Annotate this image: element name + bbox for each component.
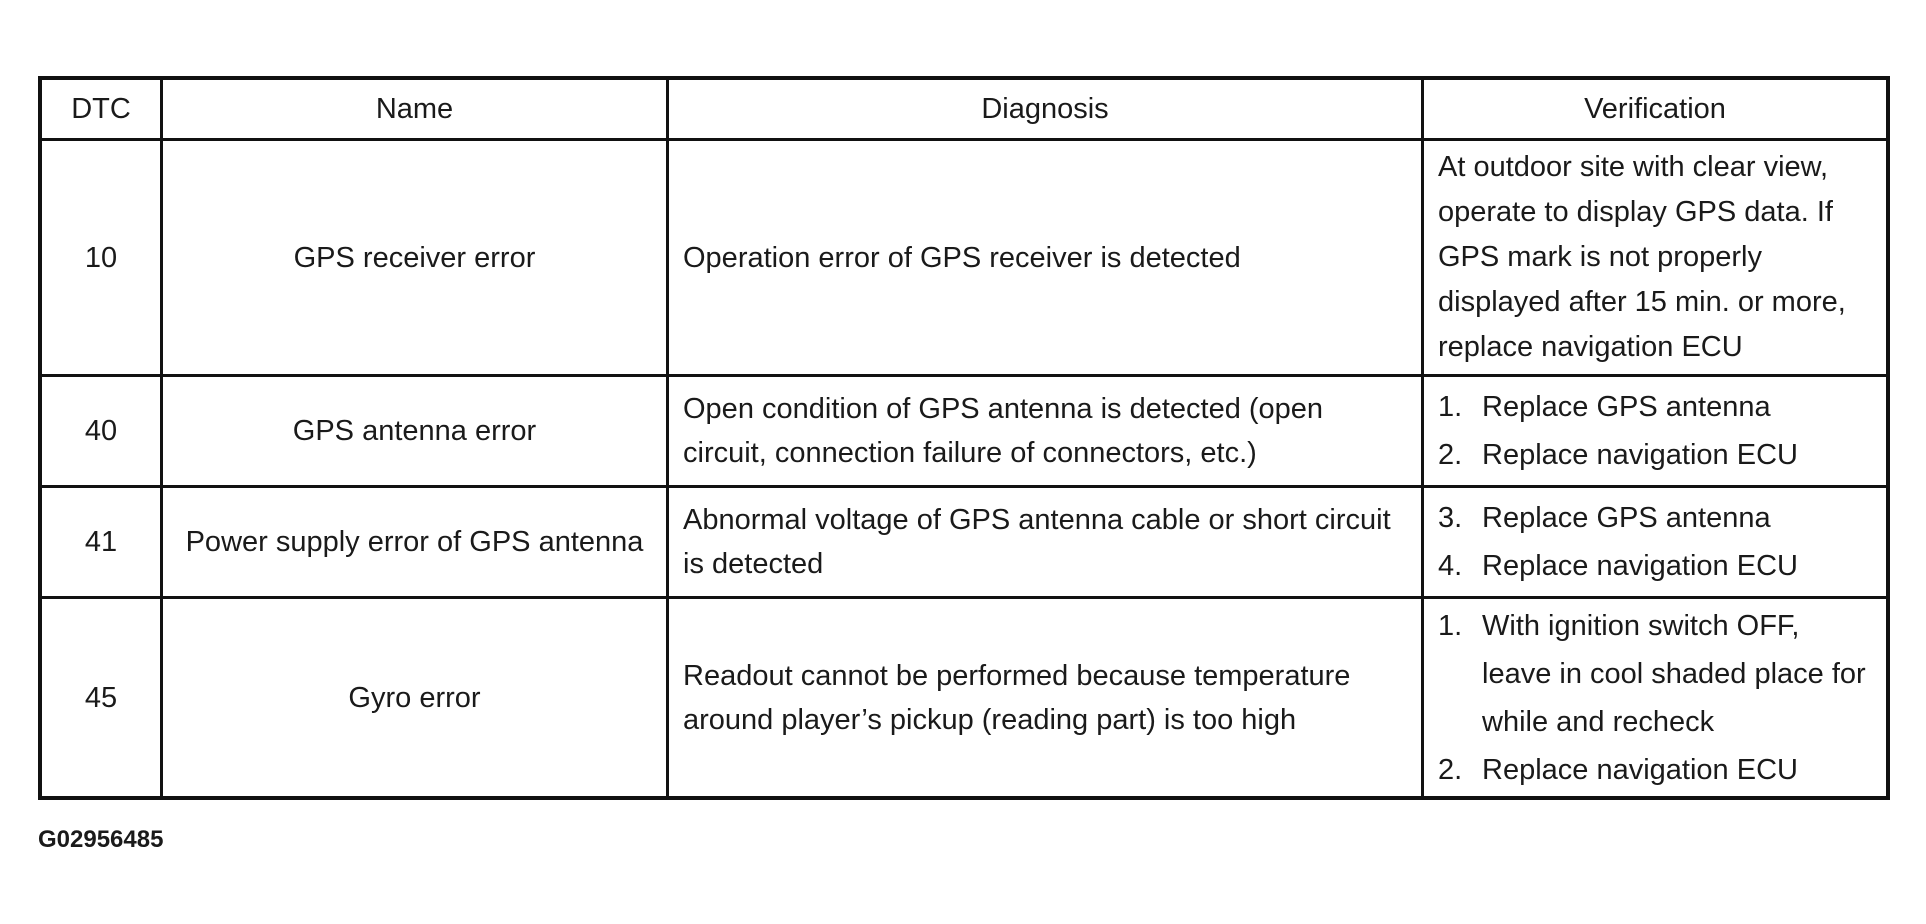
diagnosis-text: Open condition of GPS antenna is detected (open circuit, connection failure of connectors, etc.) bbox=[668, 376, 1423, 487]
step-text: With ignition switch OFF, leave in cool shaded place for while and recheck bbox=[1482, 609, 1866, 738]
step-text: Replace navigation ECU bbox=[1482, 439, 1798, 471]
step-number: 2. bbox=[1438, 753, 1463, 786]
verification-cell bbox=[1423, 376, 1889, 487]
step-text: Replace navigation ECU bbox=[1482, 753, 1798, 786]
verification-cell bbox=[1423, 487, 1889, 598]
list-item bbox=[1438, 383, 1872, 431]
table-header-row bbox=[40, 78, 1888, 140]
table-row bbox=[40, 140, 1888, 376]
dtc-code: 45 bbox=[40, 598, 162, 799]
list-item bbox=[1438, 746, 1872, 794]
list-item bbox=[1438, 494, 1872, 542]
step-number: 4. bbox=[1438, 550, 1463, 582]
error-name: Gyro error bbox=[162, 598, 668, 799]
verification-steps bbox=[1438, 494, 1872, 590]
step-text: Replace GPS antenna bbox=[1482, 391, 1771, 423]
verification-cell bbox=[1423, 598, 1889, 799]
list-item bbox=[1438, 542, 1872, 590]
verification-text: At outdoor site with clear view, operate to display GPS data. If GPS mark is not properly displayed after 15 min. or more, replace navigation ECU bbox=[1438, 151, 1846, 363]
dtc-code: 41 bbox=[40, 487, 162, 598]
header-verification: Verification bbox=[1423, 78, 1889, 140]
verification-cell bbox=[1423, 140, 1889, 376]
step-number: 1. bbox=[1438, 391, 1463, 423]
error-name: GPS antenna error bbox=[162, 376, 668, 487]
dtc-code: 10 bbox=[40, 140, 162, 376]
dtc-code: 40 bbox=[40, 376, 162, 487]
header-name: Name bbox=[162, 78, 668, 140]
step-number: 2. bbox=[1438, 439, 1463, 471]
table-row bbox=[40, 487, 1888, 598]
table-row bbox=[40, 598, 1888, 799]
verification-steps bbox=[1438, 602, 1872, 794]
verification-steps bbox=[1438, 383, 1872, 479]
figure-code: G02956485 bbox=[38, 826, 164, 853]
header-dtc: DTC bbox=[40, 78, 162, 140]
step-text: Replace GPS antenna bbox=[1482, 502, 1771, 534]
table-row bbox=[40, 376, 1888, 487]
diagnosis-text: Operation error of GPS receiver is detected bbox=[668, 140, 1423, 376]
error-name: GPS receiver error bbox=[162, 140, 668, 376]
error-name: Power supply error of GPS antenna bbox=[162, 487, 668, 598]
list-item bbox=[1438, 431, 1872, 479]
list-item bbox=[1438, 602, 1872, 746]
diagnosis-text: Abnormal voltage of GPS antenna cable or short circuit is detected bbox=[668, 487, 1423, 598]
diagnosis-text: Readout cannot be performed because temperature around player’s pickup (reading part) is too high bbox=[668, 598, 1423, 799]
step-text: Replace navigation ECU bbox=[1482, 550, 1798, 582]
step-number: 1. bbox=[1438, 609, 1463, 642]
header-diagnosis: Diagnosis bbox=[668, 78, 1423, 140]
step-number: 3. bbox=[1438, 502, 1463, 534]
dtc-table bbox=[38, 76, 1890, 800]
